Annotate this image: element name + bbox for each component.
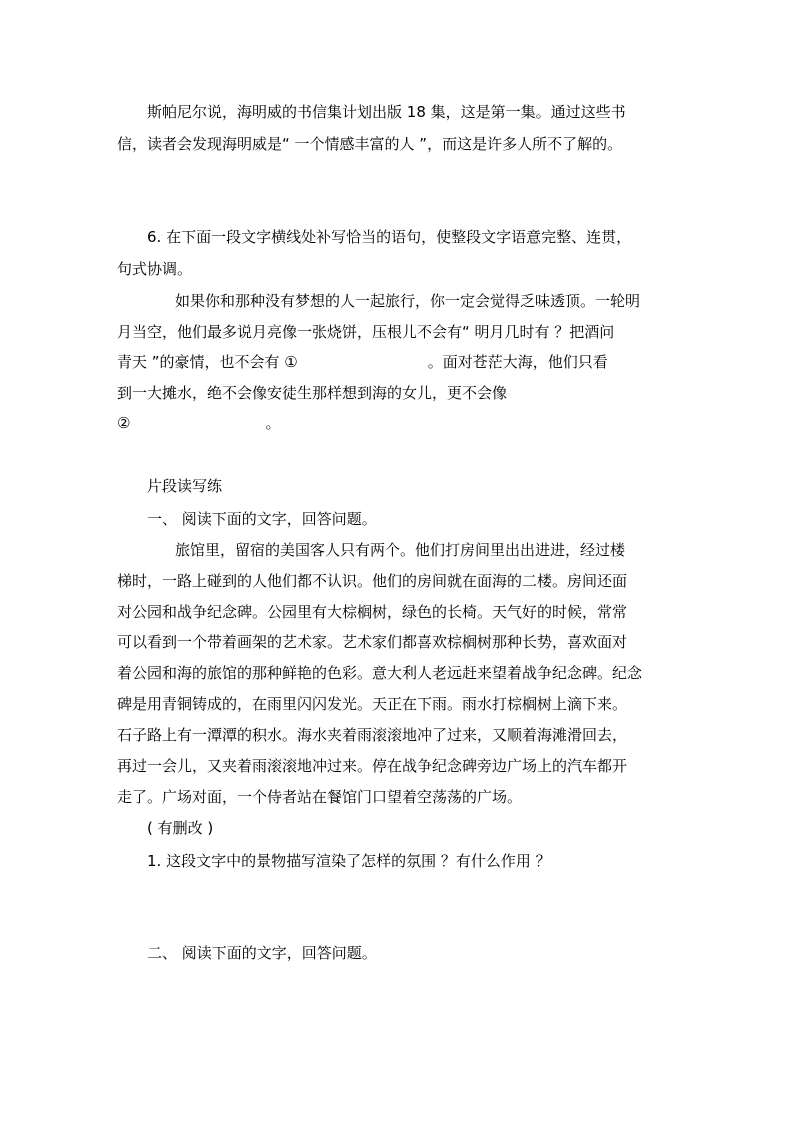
section-title: 片段读写练 [147, 477, 223, 495]
question-6-paragraph-line-5 [117, 413, 280, 433]
passage-line: 旅馆里，留宿的美国客人只有两个。他们打房间里出出进进，经过楼 [175, 541, 626, 559]
section-one-heading: 一、 阅读下面的文字，回答问题。 [147, 510, 377, 528]
passage-line: 石子路上有一潭潭的积水。海水夹着雨滚滚地冲了过来，又顺着海滩滑回去， [117, 726, 628, 744]
question-6-paragraph-line-2: 月当空，他们最多说月亮像一张烧饼，压根儿不会有“ 明月几时有 ？把酒问 [117, 323, 615, 341]
question-6-paragraph-line-1: 如果你和那种没有梦想的人一起旅行，你一定会觉得乏味透顶。一轮明 [175, 292, 641, 310]
passage-line: 对公园和战争纪念碑。公园里有大棕榈树，绿色的长椅。天气好的时候，常常 [117, 603, 628, 621]
passage-note: ( 有删改 ) [147, 819, 214, 837]
blank-2-marker: ② [117, 414, 131, 432]
passage-line: 碑是用青铜铸成的，在雨里闪闪发光。天正在下雨。雨水打棕榈树上滴下来。 [117, 695, 628, 713]
question-6-paragraph-line-4: 到一大摊水，绝不会像安徒生那样想到海的女儿，更不会像 [117, 384, 508, 402]
intro-line-2: 信，读者会发现海明威是“ 一个情感丰富的人 ”，而这是许多人所不了解的。 [117, 135, 623, 153]
question-6-text-after-blank-2: 。 [265, 414, 281, 432]
passage-line: 可以看到一个带着画架的艺术家。艺术家们都喜欢棕榈树那种长势，喜欢面对 [117, 633, 628, 651]
section-two-heading: 二、 阅读下面的文字，回答问题。 [147, 944, 377, 962]
question-6-line-2: 句式协调。 [117, 260, 193, 278]
passage-line: 再过一会儿，又夹着雨滚滚地冲过来。停在战争纪念碑旁边广场上的汽车都开 [117, 757, 628, 775]
question-6-text-before-blank-1: 青天 ”的豪情，也不会有 ① [117, 353, 298, 371]
intro-line-1: 斯帕尼尔说，海明威的书信集计划出版 18 集，这是第一集。通过这些书 [147, 103, 626, 121]
passage-line: 着公园和海的旅馆的那种鲜艳的色彩。意大利人老远赶来望着战争纪念碑。纪念 [117, 664, 643, 682]
question-6-paragraph-line-3 [117, 352, 608, 372]
question-6-text-after-blank-1: 。面对苍茫大海，他们只看 [427, 353, 608, 371]
passage-line: 走了。广场对面，一个侍者站在餐馆门口望着空荡荡的广场。 [117, 788, 523, 806]
passage-line: 梯时，一路上碰到的人他们都不认识。他们的房间就在面海的二楼。房间还面 [117, 572, 628, 590]
question-1: 1. 这段文字中的景物描写渲染了怎样的氛围 ？有什么作用 ？ [147, 852, 551, 870]
question-6-line-1: 6. 在下面一段文字横线处补写恰当的语句，使整段文字语意完整、连贯， [147, 228, 632, 246]
